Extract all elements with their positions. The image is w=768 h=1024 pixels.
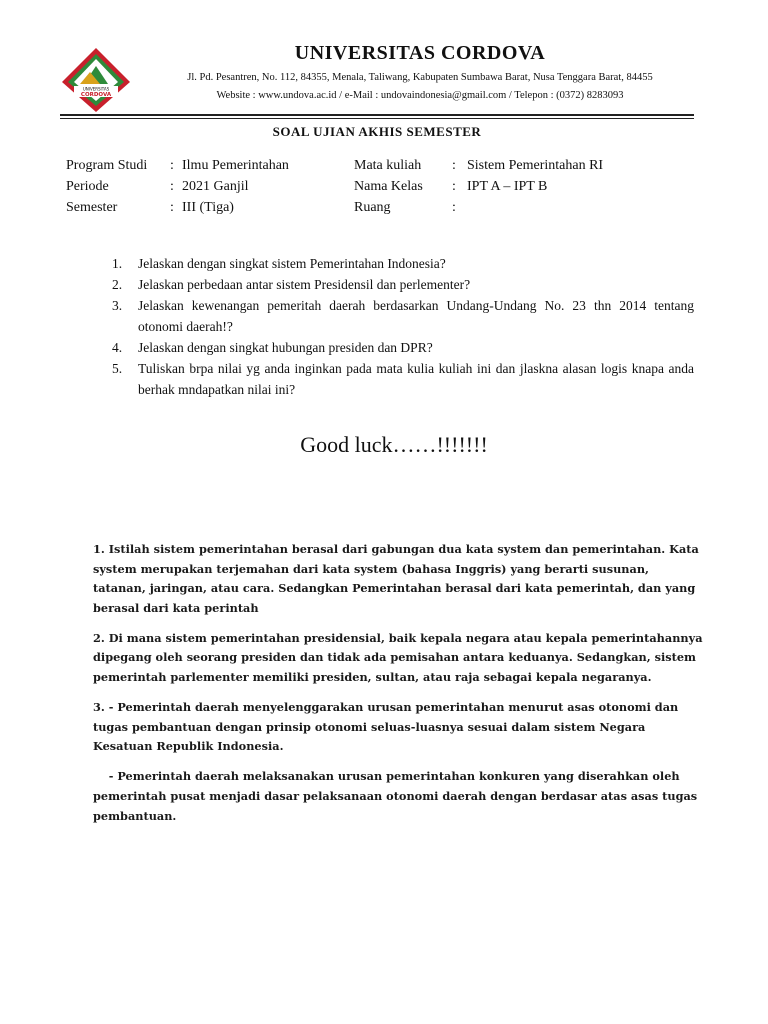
info-row-nama-kelas: [354, 176, 684, 197]
question-item: [112, 253, 694, 274]
info-value: IPT A – IPT B: [467, 179, 548, 194]
info-label: Semester: [66, 200, 118, 215]
question-text: Jelaskan dengan singkat sistem Pemerintahan Indonesia?: [138, 256, 446, 271]
info-label: Nama Kelas: [354, 179, 423, 194]
info-row-periode: [66, 176, 336, 197]
info-colon: :: [452, 200, 456, 215]
info-label: Ruang: [354, 200, 391, 215]
info-colon: :: [170, 158, 174, 173]
info-row-mata-kuliah: [354, 155, 684, 176]
question-text: Jelaskan dengan singkat hubungan presiden dan DPR?: [138, 340, 433, 355]
question-number: 5.: [112, 361, 123, 376]
answer-3a: 3. - Pemerintah daerah menyelenggarakan urusan pemerintahan menurut asas otonomi dan tugas pembantuan dengan prinsip otonomi seluas-luasnya sesuai dalam sistem Negara Kesatuan Republik Indonesia.: [93, 700, 679, 754]
info-row-semester: [66, 197, 336, 218]
logo-bottom-text: CORDOVA: [80, 92, 112, 98]
question-text: Jelaskan perbedaan antar sistem Presidensil dan perlementer?: [138, 277, 471, 292]
university-name: UNIVERSITAS CORDOVA: [294, 42, 546, 64]
info-row-program-studi: [66, 155, 336, 176]
question-number: 4.: [112, 340, 123, 355]
info-label: Mata kuliah: [354, 158, 422, 173]
info-label: Program Studi: [66, 158, 148, 173]
info-right: [354, 155, 684, 221]
info-value: Sistem Pemerintahan RI: [467, 158, 604, 173]
contact-line: Website : www.undova.ac.id / e-Mail : undovaindonesia@gmail.com / Telepon : (0372) 8283093: [216, 90, 624, 101]
info-value: Ilmu Pemerintahan: [182, 158, 289, 173]
info-colon: :: [452, 179, 456, 194]
question-number: 2.: [112, 277, 123, 292]
info-value: III (Tiga): [182, 200, 234, 215]
question-item: [112, 295, 694, 337]
info-colon: :: [170, 200, 174, 215]
university-logo: [60, 46, 132, 114]
good-luck-text: Good luck……!!!!!!!: [300, 432, 488, 457]
question-item: [112, 274, 694, 295]
address-line: Jl. Pd. Pesantren, No. 112, 84355, Menala, Taliwang, Kabupaten Sumbawa Barat, Nusa Tenggara Barat, 84455: [187, 72, 653, 83]
exam-title: SOAL UJIAN AKHIS SEMESTER: [272, 124, 482, 139]
info-colon: :: [452, 158, 456, 173]
answer-1: 1. Istilah sistem pemerintahan berasal dari gabungan dua kata system dan pemerintahan. Kata system merupakan terjemahan dari kata system (bahasa Inggris) yang berarti susunan, tatanan, jaringan, atau cara. Sedangkan Pemerintahan berasal dari kata pemerintah, dan yang berasal dari kata perintah: [93, 542, 699, 615]
question-text: Jelaskan kewenangan pemeritah daerah berdasarkan Undang-Undang No. 23 thn 2014 tentang otonomi daerah!?: [138, 298, 694, 334]
info-label: Periode: [66, 179, 109, 194]
header-rule-thick: [60, 114, 694, 116]
answer-list: [93, 540, 703, 837]
header-rule-thin: [60, 118, 694, 119]
info-value: 2021 Ganjil: [182, 179, 249, 194]
question-text: Tuliskan brpa nilai yg anda inginkan pada mata kulia kuliah ini dan jlaskna alasan logis knapa anda berhak mndapatkan nilai ini?: [138, 361, 694, 397]
answer-2: 2. Di mana sistem pemerintahan presidensial, baik kepala negara atau kepala pemerintahannya dipegang oleh seorang presiden dan tidak ada pemisahan antara keduanya. Sedangkan, sistem pemerintah parlementer memiliki presiden, sultan, atau raja sebagai kepala negaranya.: [93, 630, 703, 685]
info-colon: :: [170, 179, 174, 194]
answer-3b: - Pemerintah daerah melaksanakan urusan pemerintahan konkuren yang diserahkan oleh pemerintah pusat menjadi dasar pelaksanaan otonomi daerah dengan berdasar atas asas tugas pembantuan.: [93, 769, 702, 823]
question-item: [112, 337, 694, 358]
info-left: [66, 155, 336, 221]
info-row-ruang: [354, 197, 684, 218]
question-item: [112, 358, 694, 400]
question-list: [112, 253, 694, 400]
logo-top-text: UNIVERSITAS: [82, 86, 110, 92]
question-number: 1.: [112, 256, 123, 271]
question-number: 3.: [112, 298, 123, 313]
